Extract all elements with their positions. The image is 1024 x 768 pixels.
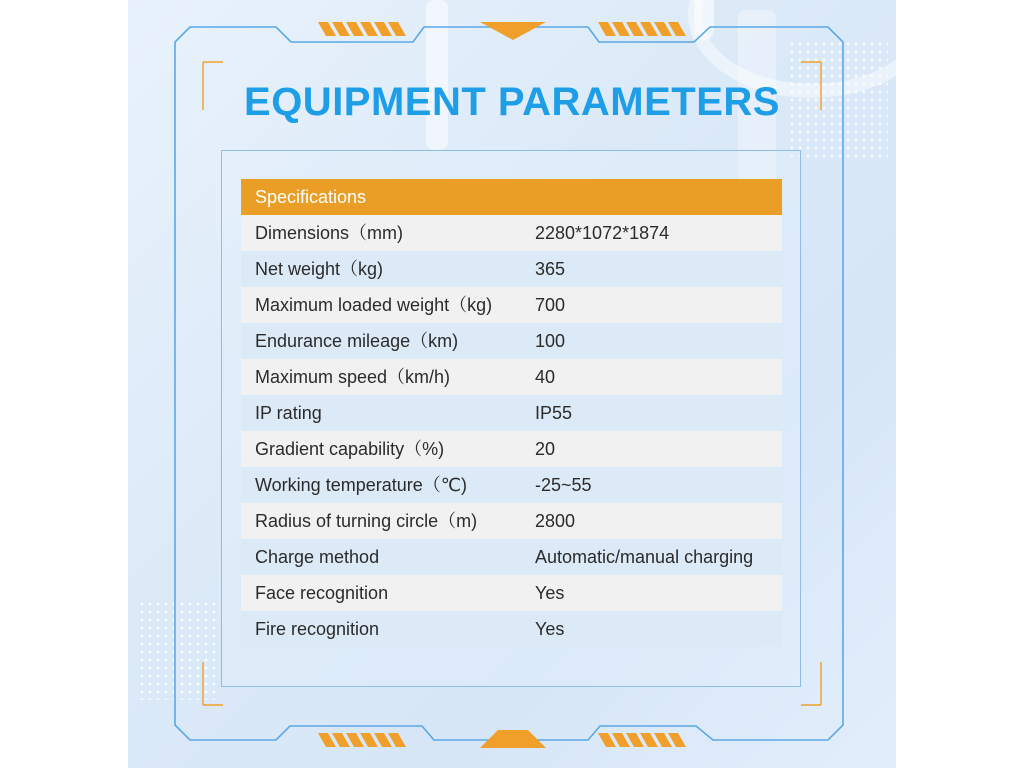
table-row [241,251,782,287]
bottom-stripes-left [318,733,406,747]
spec-value: IP55 [535,403,573,423]
spec-label: Dimensions（mm) [255,223,404,243]
spec-label: Face recognition [255,583,389,603]
spec-label: Net weight（kg) [255,259,384,279]
table-row [241,431,782,467]
spec-label: Charge method [255,547,380,567]
spec-label: Radius of turning circle（m) [255,511,478,531]
table-row [241,503,782,539]
table-row [241,359,782,395]
spec-value: Yes [535,583,565,603]
spec-value: Yes [535,619,565,639]
poster [128,0,896,768]
spec-value: 2800 [535,511,576,531]
spec-value: 365 [535,259,566,279]
table-row [241,575,782,611]
spec-label: Fire recognition [255,619,380,639]
table-row [241,539,782,575]
top-center-marker [480,22,546,40]
spec-value: 700 [535,295,566,315]
page-title: EQUIPMENT PARAMETERS [244,80,780,124]
specs-table [241,179,782,647]
spec-label: IP rating [255,403,322,423]
spec-label: Maximum loaded weight（kg) [255,295,493,315]
top-stripes-right [598,22,686,36]
table-row [241,215,782,251]
spec-label: Working temperature（℃) [255,475,467,495]
spec-label: Endurance mileage（km) [255,331,459,351]
spec-label: Gradient capability（%) [255,439,445,459]
spec-value: -25~55 [535,475,592,495]
spec-value: 40 [535,367,556,387]
bottom-stripes-right [598,733,686,747]
spec-value: 2280*1072*1874 [535,223,670,243]
spec-value: 20 [535,439,556,459]
table-row [241,395,782,431]
bottom-center-marker [480,730,546,748]
specs-header: Specifications [241,179,782,215]
table-row [241,287,782,323]
table-row [241,323,782,359]
table-row [241,467,782,503]
table-row [241,611,782,647]
top-stripes-left [318,22,406,36]
spec-value: Automatic/manual charging [535,547,754,567]
spec-value: 100 [535,331,566,351]
spec-label: Maximum speed（km/h) [255,367,451,387]
